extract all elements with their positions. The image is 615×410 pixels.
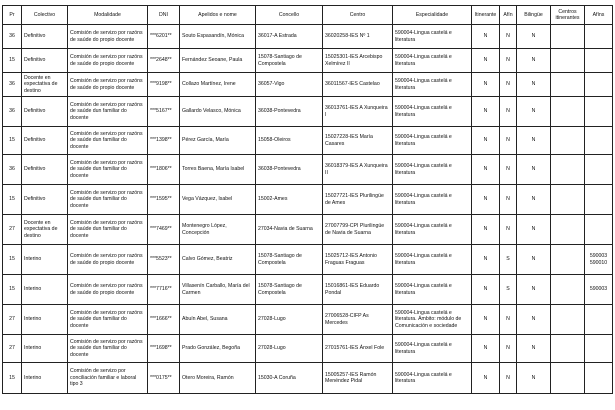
cell-bilingue: N — [517, 97, 551, 127]
cell-centro: 15027228-IES María Casares — [323, 127, 393, 155]
cell-afins — [585, 127, 613, 155]
header-cell: Centros itinerantes — [551, 6, 585, 25]
table-row — [3, 305, 613, 335]
cell-concello: 27028-Lugo — [256, 335, 323, 363]
cell-afin: S — [500, 245, 517, 275]
cell-afin: N — [500, 25, 517, 49]
cell-especialidade: 590004-Lingua castelá e literatura — [393, 49, 472, 73]
cell-pr: 27 — [3, 215, 22, 245]
cell-modalidade: Comisión de servizo por razóns de saúde do propio docente — [68, 49, 148, 73]
cell-centro: 36020258-IES Nº 1 — [323, 25, 393, 49]
cell-pr: 36 — [3, 155, 22, 185]
cell-modalidade: Comisión de servizo por razóns de saúde dun familiar do docente — [68, 335, 148, 363]
cell-dni: ***1595** — [148, 185, 180, 215]
cell-itinerante: N — [472, 245, 500, 275]
cell-especialidade: 590004-Lingua castelá e literatura — [393, 215, 472, 245]
cell-colectivo: Docente en expectativa de destino — [22, 73, 68, 97]
cell-nome: Torres Baena, María Isabel — [180, 155, 256, 185]
cell-colectivo: Docente en expectativa de destino — [22, 215, 68, 245]
cell-nome: Vega Vázquez, Isabel — [180, 185, 256, 215]
cell-colectivo: Interino — [22, 363, 68, 394]
cell-modalidade: Comisión de servizo por razóns de saúde dun familiar do docente — [68, 127, 148, 155]
cell-nome: Pérez García, María — [180, 127, 256, 155]
cell-nome: Prado González, Begoña — [180, 335, 256, 363]
cell-centro: 36013761-IES A Xunqueira I — [323, 97, 393, 127]
cell-bilingue: N — [517, 305, 551, 335]
cell-centro: 15025301-IES Arcebispo Xelmírez II — [323, 49, 393, 73]
cell-centro: 15027721-IES Plurilingüe de Ames — [323, 185, 393, 215]
cell-afins — [585, 363, 613, 394]
cell-colectivo: Definitivo — [22, 25, 68, 49]
cell-dni: ***1398** — [148, 127, 180, 155]
cell-colectivo: Definitivo — [22, 49, 68, 73]
cell-dni: ***1666** — [148, 305, 180, 335]
header-cell: Bilingüe — [517, 6, 551, 25]
cell-bilingue: N — [517, 49, 551, 73]
cell-centros-itinerantes — [551, 305, 585, 335]
cell-concello: 36038-Pontevedra — [256, 97, 323, 127]
table-row — [3, 335, 613, 363]
cell-bilingue: N — [517, 363, 551, 394]
cell-colectivo: Interino — [22, 305, 68, 335]
cell-dni: ***9198** — [148, 73, 180, 97]
cell-colectivo: Interino — [22, 245, 68, 275]
table-row — [3, 49, 613, 73]
cell-afin: N — [500, 335, 517, 363]
cell-afins — [585, 25, 613, 49]
cell-afin: S — [500, 275, 517, 305]
header-cell: Colectivo — [22, 6, 68, 25]
cell-nome: Collazo Martínez, Irene — [180, 73, 256, 97]
cell-pr: 36 — [3, 73, 22, 97]
cell-modalidade: Comisión de servizo por razóns de saúde dun familiar do docente — [68, 185, 148, 215]
header-cell: Itinerante — [472, 6, 500, 25]
document-page — [2, 5, 613, 394]
cell-modalidade: Comisión de servizo por razóns de saúde do propio docente — [68, 25, 148, 49]
cell-modalidade: Comisión de servizo por conciliación familiar e laboral tipo 3 — [68, 363, 148, 394]
cell-dni: ***6201** — [148, 25, 180, 49]
cell-afin: N — [500, 127, 517, 155]
cell-centros-itinerantes — [551, 335, 585, 363]
cell-modalidade: Comisión de servizo por razóns de saúde dun familiar do docente — [68, 97, 148, 127]
cell-itinerante: N — [472, 215, 500, 245]
cell-especialidade: 590004-Lingua castelá e literatura — [393, 73, 472, 97]
cell-especialidade: 590004-Lingua castelá e literatura — [393, 155, 472, 185]
cell-itinerante: N — [472, 305, 500, 335]
cell-dni: ***1698** — [148, 335, 180, 363]
cell-nome: Calvo Gómez, Beatriz — [180, 245, 256, 275]
table-row — [3, 245, 613, 275]
cell-afins — [585, 73, 613, 97]
cell-afins: 590003 — [585, 275, 613, 305]
cell-afins — [585, 335, 613, 363]
cell-afin: N — [500, 97, 517, 127]
table-row — [3, 73, 613, 97]
table-row — [3, 127, 613, 155]
cell-afin: N — [500, 305, 517, 335]
header-cell: Especialidade — [393, 6, 472, 25]
cell-afins: 590003 590010 — [585, 245, 613, 275]
cell-centro: 15005257-IES Ramón Menéndez Pidal — [323, 363, 393, 394]
cell-colectivo: Interino — [22, 275, 68, 305]
cell-especialidade: 590004-Lingua castelá e literatura — [393, 245, 472, 275]
cell-dni: ***1806** — [148, 155, 180, 185]
cell-centro: 36011567-IES Castelao — [323, 73, 393, 97]
table-row — [3, 185, 613, 215]
cell-afins — [585, 215, 613, 245]
header-cell: Centro — [323, 6, 393, 25]
cell-itinerante: N — [472, 97, 500, 127]
table-row — [3, 25, 613, 49]
cell-nome: Montenegro López, Concepción — [180, 215, 256, 245]
cell-bilingue: N — [517, 335, 551, 363]
cell-pr: 27 — [3, 335, 22, 363]
cell-itinerante: N — [472, 73, 500, 97]
cell-bilingue: N — [517, 245, 551, 275]
cell-itinerante: N — [472, 185, 500, 215]
cell-itinerante: N — [472, 49, 500, 73]
cell-dni: ***7469** — [148, 215, 180, 245]
cell-concello: 15030-A Coruña — [256, 363, 323, 394]
cell-colectivo: Definitivo — [22, 127, 68, 155]
cell-bilingue: N — [517, 25, 551, 49]
header-cell: Afíns — [585, 6, 613, 25]
cell-centros-itinerantes — [551, 185, 585, 215]
table-row — [3, 275, 613, 305]
cell-centros-itinerantes — [551, 155, 585, 185]
cell-modalidade: Comisión de servizo por razóns de saúde dun familiar do docente — [68, 305, 148, 335]
cell-concello: 15002-Ames — [256, 185, 323, 215]
cell-dni: ***5167** — [148, 97, 180, 127]
cell-concello: 27028-Lugo — [256, 305, 323, 335]
cell-colectivo: Definitivo — [22, 185, 68, 215]
table-row — [3, 97, 613, 127]
cell-centros-itinerantes — [551, 127, 585, 155]
cell-centros-itinerantes — [551, 245, 585, 275]
cell-colectivo: Interino — [22, 335, 68, 363]
cell-especialidade: 590004-Lingua castelá e literatura. Ámbito: módulo de Comunicación e sociedade — [393, 305, 472, 335]
cell-nome: Souto Espasandín, Mónica — [180, 25, 256, 49]
cell-concello: 15078-Santiago de Compostela — [256, 49, 323, 73]
cell-itinerante: N — [472, 335, 500, 363]
cell-concello: 36057-Vigo — [256, 73, 323, 97]
cell-especialidade: 590004-Lingua castelá e literatura — [393, 97, 472, 127]
cell-pr: 15 — [3, 245, 22, 275]
cell-bilingue: N — [517, 275, 551, 305]
cell-centros-itinerantes — [551, 215, 585, 245]
table-row — [3, 155, 613, 185]
cell-colectivo: Definitivo — [22, 155, 68, 185]
cell-bilingue: N — [517, 127, 551, 155]
cell-itinerante: N — [472, 25, 500, 49]
cell-dni: ***0175** — [148, 363, 180, 394]
cell-bilingue: N — [517, 215, 551, 245]
header-row — [3, 6, 613, 25]
cell-pr: 15 — [3, 127, 22, 155]
header-cell: DNI — [148, 6, 180, 25]
cell-pr: 15 — [3, 49, 22, 73]
cell-modalidade: Comisión de servizo por razóns de saúde do propio docente — [68, 73, 148, 97]
cell-nome: Gallardo Velasco, Mónica — [180, 97, 256, 127]
cell-especialidade: 590004-Lingua castelá e literatura — [393, 335, 472, 363]
header-cell: Apelidos e nome — [180, 6, 256, 25]
cell-pr: 15 — [3, 185, 22, 215]
cell-pr: 15 — [3, 363, 22, 394]
cell-nome: Otero Moreira, Ramón — [180, 363, 256, 394]
cell-pr: 27 — [3, 305, 22, 335]
cell-nome: Villasenín Carballo, María del Carmen — [180, 275, 256, 305]
cell-concello: 36038-Pontevedra — [256, 155, 323, 185]
cell-itinerante: N — [472, 127, 500, 155]
cell-bilingue: N — [517, 185, 551, 215]
cell-concello: 15078-Santiago de Compostela — [256, 275, 323, 305]
cell-centros-itinerantes — [551, 97, 585, 127]
cell-colectivo: Definitivo — [22, 97, 68, 127]
cell-especialidade: 590004-Lingua castelá e literatura — [393, 127, 472, 155]
cell-afin: N — [500, 363, 517, 394]
cell-especialidade: 590004-Lingua castelá e literatura — [393, 363, 472, 394]
cell-centros-itinerantes — [551, 363, 585, 394]
cell-especialidade: 590004-Lingua castelá e literatura — [393, 25, 472, 49]
cell-modalidade: Comisión de servizo por razóns de saúde do propio docente — [68, 275, 148, 305]
cell-pr: 36 — [3, 25, 22, 49]
cell-nome: Abuín Abel, Susana — [180, 305, 256, 335]
cell-concello: 15058-Oleiros — [256, 127, 323, 155]
cell-centro: 15016861-IES Eduardo Pondal — [323, 275, 393, 305]
cell-afin: N — [500, 49, 517, 73]
cell-afins — [585, 305, 613, 335]
cell-pr: 15 — [3, 275, 22, 305]
cell-dni: ***7716** — [148, 275, 180, 305]
cell-centros-itinerantes — [551, 49, 585, 73]
cell-afin: N — [500, 155, 517, 185]
cell-afins — [585, 97, 613, 127]
table-row — [3, 363, 613, 394]
cell-dni: ***2648** — [148, 49, 180, 73]
cell-centro: 27015761-IES Ánxel Fole — [323, 335, 393, 363]
cell-especialidade: 590004-Lingua castelá e literatura — [393, 275, 472, 305]
cell-centro: 15025712-IES Antonio Fraguas Fraguas — [323, 245, 393, 275]
cell-modalidade: Comisión de servizo por razóns de saúde dun familiar do docente — [68, 155, 148, 185]
cell-afins — [585, 49, 613, 73]
cell-itinerante: N — [472, 275, 500, 305]
header-cell: Afín — [500, 6, 517, 25]
cell-centro: 27007799-CPI Plurilingüe de Navia de Suarna — [323, 215, 393, 245]
cell-concello: 27034-Navia de Suarna — [256, 215, 323, 245]
cell-itinerante: N — [472, 155, 500, 185]
header-cell: Concello — [256, 6, 323, 25]
cell-centros-itinerantes — [551, 73, 585, 97]
cell-bilingue: N — [517, 73, 551, 97]
assignments-table — [2, 5, 613, 394]
cell-centro: 36018379-IES A Xunqueira II — [323, 155, 393, 185]
cell-centro: 27006528-CIFP As Mercedes — [323, 305, 393, 335]
header-cell: Pr — [3, 6, 22, 25]
cell-centros-itinerantes — [551, 25, 585, 49]
cell-modalidade: Comisión de servizo por razóns de saúde do propio docente — [68, 245, 148, 275]
cell-modalidade: Comisión de servizo por razóns de saúde dun familiar do docente — [68, 215, 148, 245]
table-row — [3, 215, 613, 245]
header-cell: Modalidade — [68, 6, 148, 25]
cell-concello: 15078-Santiago de Compostela — [256, 245, 323, 275]
cell-concello: 36017-A Estrada — [256, 25, 323, 49]
cell-afins — [585, 155, 613, 185]
cell-pr: 36 — [3, 97, 22, 127]
cell-nome: Fernández Seoane, Paula — [180, 49, 256, 73]
cell-centros-itinerantes — [551, 275, 585, 305]
cell-dni: ***5523** — [148, 245, 180, 275]
cell-bilingue: N — [517, 155, 551, 185]
cell-afin: N — [500, 185, 517, 215]
cell-afin: N — [500, 73, 517, 97]
cell-itinerante: N — [472, 363, 500, 394]
cell-afins — [585, 185, 613, 215]
cell-afin: N — [500, 215, 517, 245]
cell-especialidade: 590004-Lingua castelá e literatura — [393, 185, 472, 215]
